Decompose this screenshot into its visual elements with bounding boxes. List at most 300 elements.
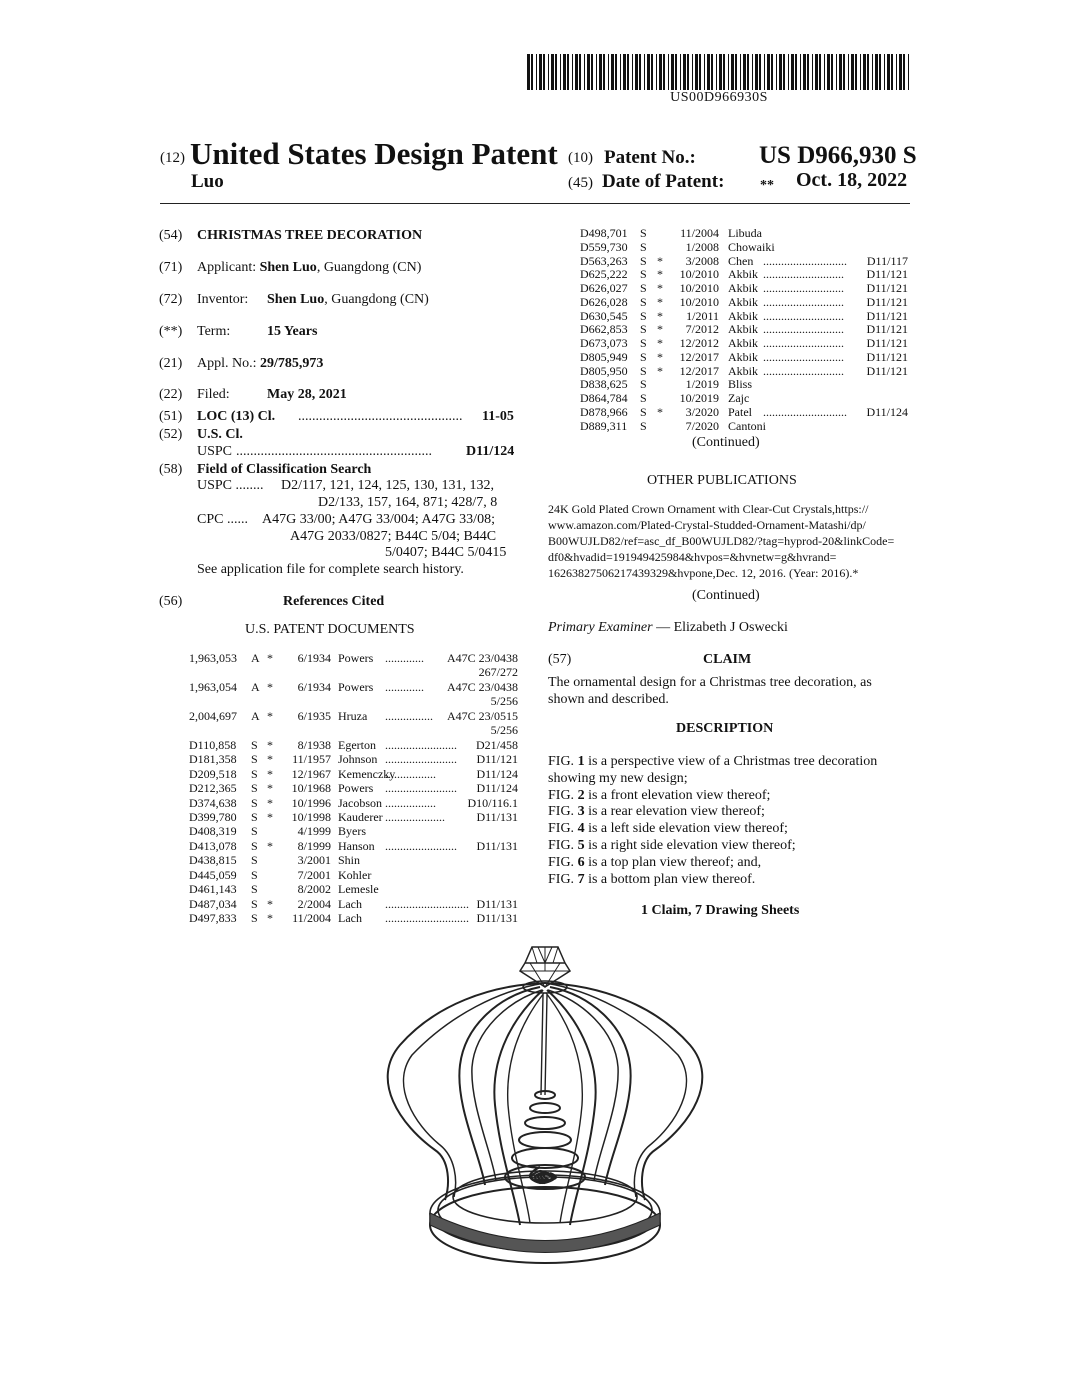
barcode-bar xyxy=(572,54,573,90)
code-51: (51) xyxy=(159,409,183,424)
barcode-bar xyxy=(776,54,777,90)
barcode-bar xyxy=(615,54,617,90)
barcode-bar xyxy=(887,54,890,90)
barcode-bar xyxy=(908,54,909,90)
reference-row xyxy=(189,781,518,795)
ref-name: Kohler xyxy=(338,867,372,882)
inventor-name: Shen Luo xyxy=(267,292,325,307)
ref-name: Kemenczky xyxy=(338,766,396,781)
barcode-bar xyxy=(707,54,710,90)
ref-star: * xyxy=(267,809,273,824)
ref-class: D11/121 xyxy=(866,363,908,378)
ref-class: D11/117 xyxy=(866,253,908,268)
barcode-bar xyxy=(848,54,849,90)
ref-name: Powers xyxy=(338,781,374,796)
ref-date: 12/2012 xyxy=(679,336,719,350)
reference-row xyxy=(580,350,908,364)
inventor-surname: Luo xyxy=(191,171,224,192)
ref-name: Powers xyxy=(338,679,374,694)
barcode-bar xyxy=(683,54,686,90)
reference-row xyxy=(189,651,518,665)
code-22: (22) xyxy=(159,387,183,402)
ref-date: 7/2012 xyxy=(685,322,719,337)
ref-date: 8/2002 xyxy=(297,882,331,897)
ref-class: D11/121 xyxy=(866,294,908,309)
ref-class: D11/121 xyxy=(866,281,908,295)
appl-no-label: Appl. No.: xyxy=(197,356,257,371)
fig-label: FIG. xyxy=(548,871,578,887)
ref-kind: S xyxy=(640,294,647,309)
reference-row xyxy=(189,839,518,853)
ref-class: A47C 23/0438 xyxy=(446,651,518,665)
date-of-patent-label: Date of Patent: xyxy=(602,171,725,192)
ref-kind: S xyxy=(640,404,647,419)
fig-number: 3 xyxy=(577,804,585,820)
ref-star: * xyxy=(657,294,663,309)
ref-class: D11/121 xyxy=(476,752,518,767)
barcode-bar xyxy=(651,54,653,90)
fig-3-desc xyxy=(548,804,877,821)
barcode-bar xyxy=(879,54,881,90)
ref-class: D11/121 xyxy=(866,308,908,323)
ref-dots: ........................ xyxy=(385,838,457,853)
barcode-bar xyxy=(560,54,561,90)
ref-date: 10/1998 xyxy=(291,809,331,824)
ref-star: * xyxy=(657,322,663,337)
barcode-bar xyxy=(755,54,758,90)
fig-text: is a bottom plan view thereof. xyxy=(584,871,756,887)
field-of-search-label: Field of Classification Search xyxy=(197,462,372,477)
barcode-bar xyxy=(548,54,549,90)
ref-star: * xyxy=(267,766,273,781)
ref-kind: S xyxy=(640,226,647,240)
ref-date: 3/2008 xyxy=(685,253,719,268)
barcode-bar xyxy=(563,54,566,90)
ref-star: * xyxy=(267,838,273,853)
examiner-label: Primary Examiner xyxy=(548,620,653,635)
barcode-bar xyxy=(824,54,825,90)
ref-star: * xyxy=(657,253,663,268)
barcode-bar xyxy=(659,54,662,90)
barcode-bar xyxy=(695,54,698,90)
barcode-bar xyxy=(752,54,753,90)
ref-date: 1/2008 xyxy=(685,239,719,254)
code-56: (56) xyxy=(159,594,183,609)
ref-number: D878,966 xyxy=(580,404,628,419)
ref-number: D110,858 xyxy=(189,737,237,752)
ref-dots: ............. xyxy=(385,651,424,665)
ref-number: D889,311 xyxy=(580,418,628,433)
ref-class: D21/458 xyxy=(476,737,518,752)
barcode-bar xyxy=(639,54,641,90)
claims-sheets-count: 1 Claim, 7 Drawing Sheets xyxy=(641,903,800,918)
reference-row xyxy=(189,824,518,838)
pub-line: B00WUJLD82/ref=asc_df_B00WUJLD82/?tag=hyprod-20&linkCode= xyxy=(548,534,895,548)
ref-number: D498,701 xyxy=(580,226,628,240)
barcode-bar xyxy=(644,54,645,90)
ref-dots: ............................ xyxy=(763,253,847,268)
examiner-line xyxy=(548,619,788,636)
ref-number: D374,638 xyxy=(189,795,237,810)
barcode-bar xyxy=(623,54,626,90)
ref-class: D11/131 xyxy=(476,838,518,853)
barcode-bar xyxy=(632,54,633,90)
barcode-bar xyxy=(723,54,725,90)
ref-class: D11/124 xyxy=(476,766,518,781)
reference-row xyxy=(580,391,908,405)
barcode-bar xyxy=(891,54,893,90)
ref-number: D630,545 xyxy=(580,308,628,323)
ref-star: * xyxy=(657,363,663,378)
reference-row-cont xyxy=(189,723,518,737)
ref-star: * xyxy=(657,404,663,419)
appl-no-value: 29/785,973 xyxy=(260,356,324,371)
patent-date: Oct. 18, 2022 xyxy=(796,169,908,191)
ref-kind: S xyxy=(251,867,258,882)
ref-name: Egerton xyxy=(338,737,376,752)
barcode-bar xyxy=(579,54,581,90)
barcode-bar xyxy=(747,54,749,90)
reference-row xyxy=(580,336,908,350)
barcode-bar xyxy=(839,54,842,90)
ref-class-secondary: 5/256 xyxy=(490,723,518,738)
filed-label: Filed: xyxy=(197,387,230,402)
uspc-value: D11/124 xyxy=(466,444,515,459)
reference-row xyxy=(580,309,908,323)
ref-dots: ............. xyxy=(385,679,424,694)
claim-line: The ornamental design for a Christmas tree decoration, as xyxy=(548,675,872,690)
reference-row xyxy=(580,405,908,419)
ref-name: Akbik xyxy=(728,322,758,337)
fig-1-desc xyxy=(548,754,877,771)
ref-kind: S xyxy=(251,824,258,839)
ref-name: Hruza xyxy=(338,708,368,723)
barcode-bar xyxy=(812,54,813,90)
other-publications-title: OTHER PUBLICATIONS xyxy=(647,473,797,488)
ref-name: Akbik xyxy=(728,308,758,323)
code-54: (54) xyxy=(159,228,183,243)
ref-dots: ............................ xyxy=(385,896,469,911)
barcode-bar xyxy=(831,54,833,90)
ref-dots: ........................... xyxy=(763,336,844,350)
ref-kind: S xyxy=(640,377,647,392)
reference-row xyxy=(580,240,908,254)
barcode-bar xyxy=(819,54,821,90)
fig-number: 7 xyxy=(577,871,585,887)
ref-kind: S xyxy=(640,363,647,378)
ref-number: D461,143 xyxy=(189,882,237,897)
barcode-bar xyxy=(536,54,537,90)
ref-date: 2/2004 xyxy=(297,896,331,911)
barcode-bar xyxy=(584,54,585,90)
code-52: (52) xyxy=(159,427,183,442)
ref-dots: ........................... xyxy=(763,363,844,378)
barcode-bar xyxy=(668,54,669,90)
ref-star: * xyxy=(267,679,273,694)
ref-star: * xyxy=(657,308,663,323)
fig-number: 1 xyxy=(577,754,585,769)
ref-class: D11/124 xyxy=(476,781,518,796)
barcode-bar xyxy=(800,54,801,90)
barcode-bar xyxy=(803,54,806,90)
code-45: (45) xyxy=(568,175,593,191)
barcode-bar xyxy=(567,54,569,90)
ref-date: 1/2019 xyxy=(685,377,719,392)
ref-kind: S xyxy=(251,853,258,868)
barcode-bar xyxy=(620,54,621,90)
ref-date: 7/2001 xyxy=(297,867,331,882)
ref-number: D625,222 xyxy=(580,267,628,282)
code-58: (58) xyxy=(159,462,183,477)
ref-star: * xyxy=(267,737,273,752)
ref-date: 3/2001 xyxy=(297,853,331,868)
ref-name: Jacobson xyxy=(338,795,382,810)
loc-value: 11-05 xyxy=(482,409,514,424)
barcode-bar xyxy=(851,54,854,90)
reference-row xyxy=(189,738,518,752)
barcode-bar xyxy=(635,54,638,90)
ref-dots: ........................... xyxy=(763,281,844,295)
ref-number: D626,028 xyxy=(580,294,628,309)
barcode-bar xyxy=(764,54,765,90)
barcode-bar xyxy=(527,54,530,90)
barcode-bar xyxy=(627,54,629,90)
search-cpc-line3: 5/0407; B44C 5/0415 xyxy=(385,545,507,560)
patent-number: US D966,930 S xyxy=(759,142,917,169)
fig-5-desc xyxy=(548,838,877,855)
applicant-location: , Guangdong (CN) xyxy=(316,260,422,275)
ref-date: 3/2020 xyxy=(685,404,719,419)
description-title: DESCRIPTION xyxy=(676,721,774,736)
claim-title: CLAIM xyxy=(703,652,752,667)
code-term: (**) xyxy=(159,324,183,339)
barcode-bar xyxy=(719,54,722,90)
ref-name: Patel xyxy=(728,404,752,419)
ref-date: 1/2011 xyxy=(686,308,719,323)
barcode-bar xyxy=(759,54,761,90)
patent-no-label: Patent No.: xyxy=(604,147,696,168)
barcode-bar xyxy=(731,54,734,90)
ref-kind: S xyxy=(251,781,258,796)
ref-name: Shin xyxy=(338,853,361,868)
fig-7-desc xyxy=(548,872,877,889)
barcode-bar xyxy=(740,54,741,90)
barcode-number: US00D966930S xyxy=(670,90,768,105)
reference-row xyxy=(189,897,518,911)
reference-row xyxy=(189,882,518,896)
patent-type-title: United States Design Patent xyxy=(190,136,558,171)
ref-kind: S xyxy=(640,267,647,282)
reference-row xyxy=(580,281,908,295)
fig-1-desc-cont: showing my new design; xyxy=(548,770,688,786)
search-cpc-label: CPC ...... xyxy=(197,512,248,527)
code-21: (21) xyxy=(159,356,183,371)
ref-kind: S xyxy=(640,349,647,364)
ref-name: Powers xyxy=(338,651,374,665)
ref-date: 10/1968 xyxy=(291,781,331,796)
ref-kind: S xyxy=(640,308,647,323)
ref-star: * xyxy=(267,795,273,810)
pub-line: www.amazon.com/Plated-Crystal-Studded-Ornament-Matashi/dp/ xyxy=(548,518,866,532)
ref-number: D438,815 xyxy=(189,853,237,868)
loc-label: LOC (13) Cl. xyxy=(197,409,276,424)
ref-number: D497,833 xyxy=(189,911,237,926)
publications-continued: (Continued) xyxy=(692,588,760,603)
barcode-bar xyxy=(728,54,729,90)
reference-row xyxy=(189,680,518,694)
barcode xyxy=(527,54,911,92)
ref-kind: S xyxy=(251,766,258,781)
ref-dots: ........................... xyxy=(763,322,844,337)
ref-name: Hanson xyxy=(338,838,375,853)
search-cpc-line2: A47G 2033/0827; B44C 5/04; B44C xyxy=(290,529,497,544)
ref-kind: S xyxy=(251,809,258,824)
ref-name: Akbik xyxy=(728,281,758,295)
ref-name: Bliss xyxy=(728,377,753,392)
ref-kind: S xyxy=(640,239,647,254)
ref-dots: ........................... xyxy=(763,308,844,323)
references-cited-title: References Cited xyxy=(283,594,385,609)
reference-row xyxy=(189,752,518,766)
inventor-field xyxy=(197,291,248,308)
ref-number: D559,730 xyxy=(580,239,628,254)
ref-number: D181,358 xyxy=(189,752,237,767)
ref-dots: ................. xyxy=(385,766,436,781)
pub-line: df0&hvadid=191949425984&hvpos=&hvnetw=g&hvrand= xyxy=(548,550,837,564)
ref-date: 10/2010 xyxy=(679,294,719,309)
fig-text: is a top plan view thereof; and, xyxy=(584,854,762,870)
barcode-bar xyxy=(656,54,657,90)
ref-dots: ........................ xyxy=(385,737,457,752)
ref-star: * xyxy=(267,911,273,926)
barcode-bar xyxy=(711,54,713,90)
ref-class: D11/131 xyxy=(476,809,518,824)
barcode-bar xyxy=(783,54,785,90)
ref-number: 1,963,054 xyxy=(189,679,237,694)
ref-date: 10/1996 xyxy=(291,795,331,810)
ref-number: D563,263 xyxy=(580,253,628,268)
barcode-bar xyxy=(836,54,837,90)
fig-number: 5 xyxy=(577,837,585,853)
fig-label: FIG. xyxy=(548,837,578,853)
ref-star: * xyxy=(657,336,663,350)
ref-star: * xyxy=(657,267,663,282)
applicant-name: Shen Luo xyxy=(259,260,317,275)
ref-dots: ........................ xyxy=(385,752,457,767)
pub-line: 24K Gold Plated Crown Ornament with Clear-Cut Crystals,https:// xyxy=(548,502,869,516)
fig-label: FIG. xyxy=(548,854,578,870)
barcode-bar xyxy=(795,54,797,90)
ref-class: D11/121 xyxy=(866,349,908,364)
uspc-label: USPC xyxy=(197,444,233,459)
ref-date: 8/1999 xyxy=(297,838,331,853)
ref-number: D212,365 xyxy=(189,781,237,796)
ref-number: 2,004,697 xyxy=(189,708,237,723)
appl-no-field xyxy=(197,355,323,372)
ref-date: 7/2020 xyxy=(685,418,719,433)
ref-date: 8/1938 xyxy=(297,737,331,752)
invention-title: CHRISTMAS TREE DECORATION xyxy=(197,228,423,243)
term-label: Term: xyxy=(197,324,231,339)
barcode-bar xyxy=(603,54,605,90)
ref-class: D10/116.1 xyxy=(467,795,518,810)
ref-kind: S xyxy=(251,882,258,897)
ref-kind: S xyxy=(251,737,258,752)
reference-row xyxy=(580,377,908,391)
barcode-bar xyxy=(771,54,773,90)
ref-number: D399,780 xyxy=(189,809,237,824)
barcode-bar xyxy=(860,54,861,90)
barcode-bar xyxy=(788,54,789,90)
search-uspc-label: USPC ........ xyxy=(197,478,264,493)
ref-name: Akbik xyxy=(728,294,758,309)
barcode-bar xyxy=(863,54,866,90)
ref-dots: ........................... xyxy=(763,294,844,309)
barcode-bar xyxy=(575,54,578,90)
applicant-label: Applicant: xyxy=(197,260,257,275)
ref-kind: A xyxy=(251,679,260,694)
ref-date: 12/2017 xyxy=(679,363,719,378)
publication-citation xyxy=(548,501,894,581)
reference-row xyxy=(580,419,908,433)
barcode-bar xyxy=(611,54,614,90)
ref-name: Cantoni xyxy=(728,418,766,433)
ref-number: D408,319 xyxy=(189,824,237,839)
barcode-bar xyxy=(671,54,674,90)
reference-row xyxy=(189,853,518,867)
code-72: (72) xyxy=(159,292,183,307)
reference-row xyxy=(580,226,908,240)
ref-number: D673,073 xyxy=(580,336,628,350)
barcode-bar xyxy=(867,54,869,90)
reference-row xyxy=(189,868,518,882)
ref-kind: S xyxy=(640,322,647,337)
fig-number: 6 xyxy=(577,854,585,870)
ref-class: D11/131 xyxy=(476,911,518,926)
ref-date: 12/2017 xyxy=(679,349,719,364)
reference-row xyxy=(580,364,908,378)
barcode-bar xyxy=(599,54,602,90)
ref-date: 10/2010 xyxy=(679,267,719,282)
barcode-bar xyxy=(687,54,689,90)
ref-number: D864,784 xyxy=(580,391,628,405)
ref-kind: S xyxy=(640,253,647,268)
search-cpc-line1: A47G 33/00; A47G 33/004; A47G 33/08; xyxy=(262,512,495,527)
search-history-note: See application file for complete search history. xyxy=(197,562,464,577)
fig-text: is a perspective view of a Christmas tree decoration xyxy=(584,754,878,769)
fig-text: is a right side elevation view thereof; xyxy=(584,837,796,853)
ref-class: A47C 23/0515 xyxy=(446,708,518,723)
reference-row xyxy=(189,911,518,925)
claim-text xyxy=(548,674,872,708)
reference-row xyxy=(580,295,908,309)
ref-name: Byers xyxy=(338,824,366,839)
barcode-bar xyxy=(767,54,770,90)
ref-date: 10/2019 xyxy=(679,391,719,405)
date-star: ** xyxy=(760,178,774,193)
ref-name: Johnson xyxy=(338,752,378,767)
barcode-bar xyxy=(539,54,542,90)
barcode-bar xyxy=(815,54,818,90)
barcode-bar xyxy=(875,54,878,90)
barcode-bar xyxy=(675,54,677,90)
ref-star: * xyxy=(267,896,273,911)
barcode-bar xyxy=(791,54,794,90)
barcode-bar xyxy=(692,54,693,90)
fig-label: FIG. xyxy=(548,787,578,803)
ref-kind: S xyxy=(251,795,258,810)
ref-number: D838,625 xyxy=(580,377,628,392)
